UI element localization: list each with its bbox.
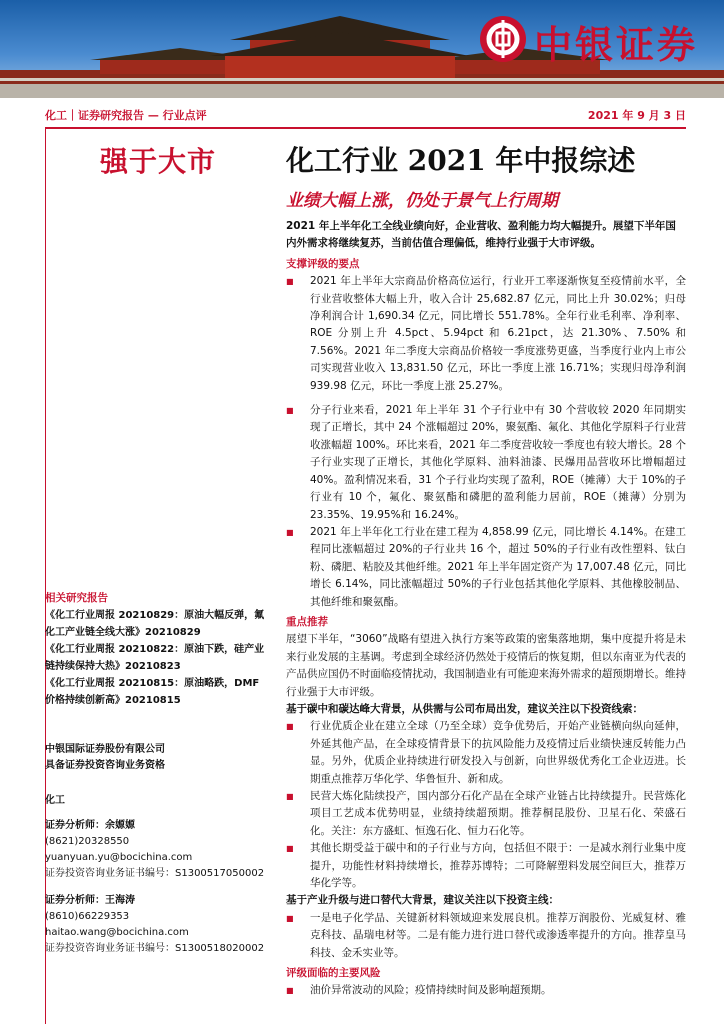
list-item: ■ 油价异常波动的风险；疫情持续时间及影响超预期。 [286,982,686,999]
page-subtitle: 业绩大幅上涨，仍处于景气上行周期 [286,191,558,211]
list-item: ■ 一是电子化学品、关键新材料领域迎来发展良机。推荐万润股份、光威复材、雅克科技、晶瑞电材等。二是有能力进行进口替代或渗透率提升的方向。推荐皇马科技、金禾实业等。 [286,910,686,962]
list-item: ■ 分子行业来看，2021 年上半年 31 个子行业中有 30 个营收较 2020 年同期实现了正增长，其中 24 个涨幅超过 20%，聚氨酯、氟化、其他化学原料子行业营收涨幅超 100%。环比来看，2021 年二季度营收较一季度也有较大增长。28 个子行业实现了正增长，其他化学原料、油料油漆、民爆用品营收环比增幅超过 40%。盈利情况来看，31 个子行业均实现了盈利，ROE（摊薄）大于 10%的子行业有 10 个，氟化、聚氨酯和磷肥的盈利能力居前，ROE（摊薄）分别为 23.35%、19.95%和 16.24%。 [286,402,686,524]
sector-label: 化工 [45,795,65,806]
analyst-email[interactable]: yuanyuan.yu@bocichina.com [45,852,193,863]
brand-name: 中银证券 [534,22,699,67]
key-recommendation-text: 展望下半年，“3060”战略有望进入执行方案等政策的密集落地期，集中度提升将是未来行业发展的主基调。考虑到全球经济仍然处于疫情后的恢复期，但以东南亚为代表的产品供应国仍不时面临疫情扰动，我国制造业有可能迎来海外需求的超预期增长。维持行业强于大市评级。 [286,633,686,698]
analyst-card [45,818,270,882]
brand-logo [470,6,724,76]
related-reports [45,590,270,709]
related-report-link[interactable]: 《化工行业周报 20210829：原油大幅反弹，氟化工产业链全线大涨》20210829 [45,610,265,638]
related-report-link[interactable]: 《化工行业周报 20210815：原油略跌，DMF 价格持续创新高》20210815 [45,678,260,706]
related-report-link[interactable]: 《化工行业周报 20210822：原油下跌，硅产业链持续保持大热》20210823 [45,644,265,672]
analyst-card [45,893,270,957]
related-reports-heading: 相关研究报告 [45,592,108,604]
analyst-cert: 证券投资咨询业务证书编号：S1300517050002 [45,868,265,879]
list-item: ■ 其他长期受益于碳中和的子行业与方向，包括但不限于：一是减水剂行业集中度提升，功能性材料持续增长，推荐苏博特；二可降解塑料发展空间巨大，推荐万华化学等。 [286,840,686,892]
header-divider [45,127,686,129]
breadcrumb: 化工｜证券研究报告 — 行业点评 [45,109,207,122]
summary-paragraph: 2021 年上半年化工全线业绩向好，企业营收、盈利能力均大幅提升。展望下半年国内外需求将继续复苏，当前估值合理偏低，维持行业强于大市评级。 [286,220,676,250]
analyst-email[interactable]: haitao.wang@bocichina.com [45,927,189,938]
analyst-name: 证券分析师：余嫄嫄 [45,820,135,831]
list-item: ■ 行业优质企业在建立全球（乃至全球）竞争优势后，开始产业链横向纵向延伸，外延其他产品，在全球疫情背景下的抗风险能力及疫情过后业绩快速反转能力凸显。另外，优质企业持续进行研发投入与创新，向世界级优秀化工企业迈进。长期重点推荐万华化学、华鲁恒升、新和成。 [286,718,686,788]
boc-logo-icon [480,16,526,62]
report-date: 2021 年 9 月 3 日 [587,109,686,122]
page-title: 化工行业 2021 年中报综述 [286,144,636,177]
left-border-line [45,129,46,1024]
analyst-name: 证券分析师：王海涛 [45,895,135,906]
company-qualification: 具备证券投资咨询业务资格 [45,760,165,771]
rating-points-heading: 支撑评级的要点 [286,257,360,270]
analyst-phone: (8621)20328550 [45,836,130,847]
main-content [286,218,686,1000]
report-meta-bar [45,105,686,127]
key-recommendation-heading: 重点推荐 [286,615,328,628]
company-name: 中银国际证券股份有限公司 [45,744,165,755]
analyst-cert: 证券投资咨询业务证书编号：S1300518020002 [45,943,265,954]
list-item: ■ 民营大炼化陆续投产，国内部分石化产品在全球产业链占比持续提升。民营炼化项目工艺成本优势明显，业绩持续超预期。推荐桐昆股份、卫星石化、荣盛石化。关注：东方盛虹、恒逸石化、恒力石化等。 [286,788,686,840]
industry-rating: 强于大市 [100,145,217,178]
list-item: ■ 2021 年上半年化工行业在建工程为 4,858.99 亿元，同比增长 4.14%。在建工程同比涨幅超过 20%的子行业共 16 个，超过 50%的子行业有改性塑料、钛白粉、磷肥、粘胶及其他纤维。2021 年上半年固定资产为 17,007.48 亿元，同比增长 6.14%，同比涨幅超过 50%的子行业包括其他化学原料、其他橡胶制品、其他纤维和聚氨酯。 [286,524,686,611]
industry-theme-heading: 基于产业升级与进口替代大背景，建议关注以下投资主线： [286,894,559,907]
list-item: ■ 2021 年上半年大宗商品价格高位运行，行业开工率逐渐恢复至疫情前水平，全行业营收整体大幅上升，收入合计 25,682.87 亿元，同比上升 30.02%；归母净利润合计 1,690.34 亿元，同比增长 551.78%。全年行业毛利率、净利率、ROE 分别上升 4.5pct、5.94pct 和 6.21pct，达 21.30%、7.50% 和 7.56%。2021 年二季度大宗商品价格较一季度涨势更盛，当季度行业内上市公司实现营业收入 13,831.50 亿元，环比一季度上涨 16.71%；实现归母净利润 939.98 亿元，环比一季度上涨 25.27%。 [286,273,686,395]
company-info [45,742,270,774]
header-banner-image [0,0,724,98]
analyst-phone: (8610)66229353 [45,911,130,922]
risk-heading: 评级面临的主要风险 [286,967,381,980]
carbon-theme-heading: 基于碳中和碳达峰大背景，从供需与公司布局出发，建议关注以下投资线索： [286,702,643,715]
